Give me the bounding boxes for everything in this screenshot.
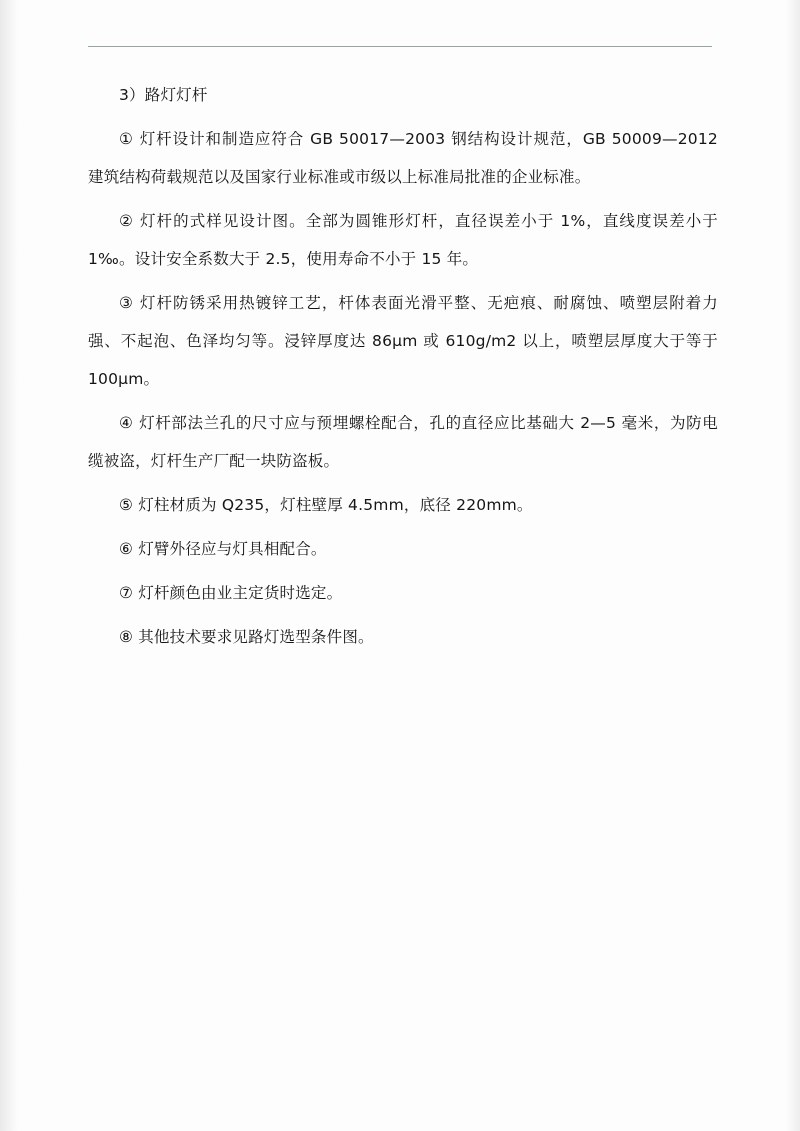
section-heading: 3）路灯灯杆 (119, 86, 208, 104)
paragraph-item-4: ④ 灯杆部法兰孔的尺寸应与预埋螺栓配合，孔的直径应比基础大 2—5 毫米，为防电缆被盗，灯杆生产厂配一块防盗板。 (88, 414, 718, 470)
header-divider (88, 46, 712, 47)
paragraph-item-6: ⑥ 灯臂外径应与灯具相配合。 (119, 540, 327, 558)
paragraph-item-3: ③ 灯杆防锈采用热镀锌工艺，杆体表面光滑平整、无疤痕、耐腐蚀、喷塑层附着力强、不起泡、色泽均匀等。浸锌厚度达 86μm 或 610g/m2 以上，喷塑层厚度大于等于 100μm。 (88, 294, 718, 388)
paragraph-item-1: ① 灯杆设计和制造应符合 GB 50017—2003 钢结构设计规范，GB 50009—2012 建筑结构荷载规范以及国家行业标准或市级以上标准局批准的企业标准。 (88, 130, 718, 186)
paragraph-item-7: ⑦ 灯杆颜色由业主定货时选定。 (119, 584, 343, 602)
paragraph-item-8: ⑧ 其他技术要求见路灯选型条件图。 (119, 628, 374, 646)
document-body (88, 76, 718, 1131)
page-blank-area (88, 662, 718, 1131)
paragraph-item-2: ② 灯杆的式样见设计图。全部为圆锥形灯杆，直径误差小于 1%，直线度误差小于 1‰。设计安全系数大于 2.5，使用寿命不小于 15 年。 (88, 212, 718, 268)
paragraph-item-5: ⑤ 灯柱材质为 Q235，灯柱壁厚 4.5mm，底径 220mm。 (119, 496, 533, 514)
